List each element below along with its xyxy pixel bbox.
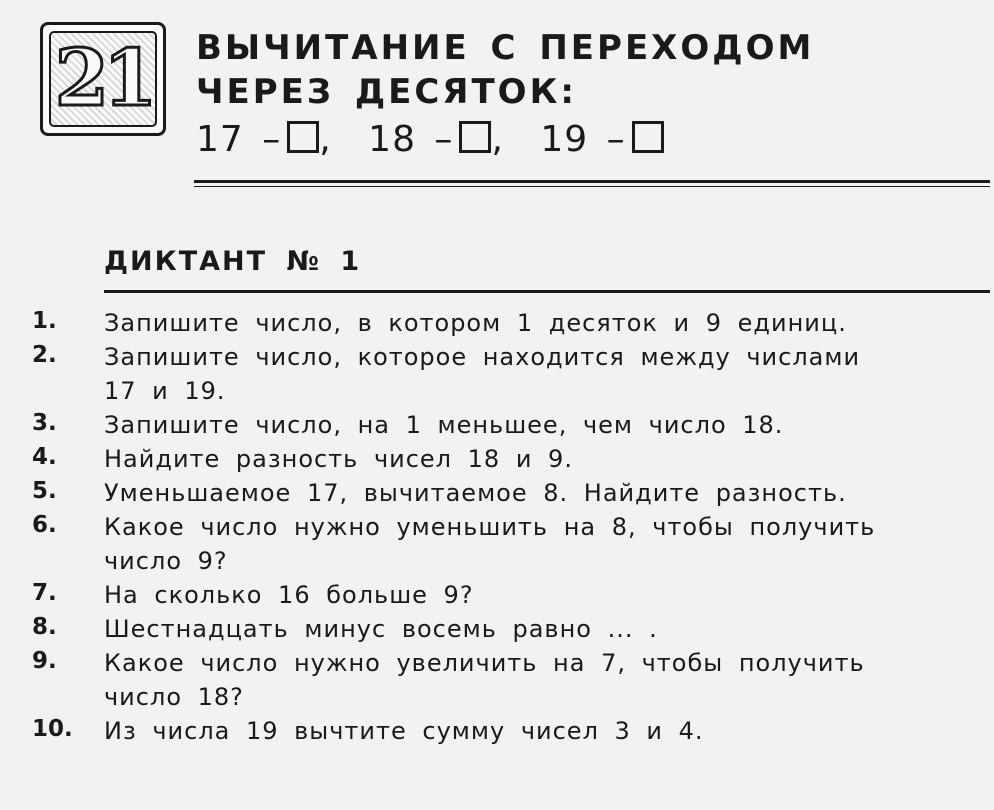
lesson-number-badge (40, 22, 166, 136)
lesson-title (196, 26, 814, 162)
formula-item: 19 – (540, 118, 663, 162)
title-line-1: ВЫЧИТАНИЕ С ПЕРЕХОДОМ (196, 28, 815, 68)
question-number: 5. (32, 478, 57, 504)
question-item (0, 612, 994, 646)
question-item (0, 340, 994, 408)
question-item (0, 442, 994, 476)
question-item (0, 646, 994, 714)
question-text: Найдите разность чисел 18 и 9. (104, 445, 573, 473)
question-item (0, 408, 994, 442)
header-divider-thin (194, 186, 990, 187)
question-number: 1. (32, 308, 57, 334)
question-number: 3. (32, 410, 57, 436)
question-number: 2. (32, 342, 57, 368)
dictation-divider (104, 290, 990, 293)
dictation-title: ДИКТАНТ № 1 (104, 246, 362, 277)
question-item (0, 714, 994, 748)
question-text: Запишите число, в котором 1 десяток и 9 единиц. (104, 309, 847, 337)
formula-item: 18 – , (368, 119, 504, 160)
question-text: Из числа 19 вычтите сумму чисел 3 и 4. (104, 717, 704, 745)
question-text: Какое число нужно увеличить на 7, чтобы получить число 18? (104, 649, 865, 711)
header-divider (194, 180, 990, 183)
title-line-2: ЧЕРЕЗ ДЕСЯТОК: (196, 72, 577, 112)
empty-box-icon (287, 121, 319, 153)
question-number: 10. (32, 716, 73, 742)
question-list (0, 306, 994, 748)
question-item (0, 578, 994, 612)
question-number: 6. (32, 512, 57, 538)
question-item (0, 476, 994, 510)
formula-item: 17 – , (196, 119, 332, 160)
lesson-number: 21 (54, 33, 152, 124)
question-item (0, 306, 994, 340)
question-text: Запишите число, которое находится между числами 17 и 19. (104, 343, 861, 405)
question-number: 8. (32, 614, 57, 640)
question-item (0, 510, 994, 578)
question-text: Уменьшаемое 17, вычитаемое 8. Найдите разность. (104, 479, 847, 507)
question-text: Шестнадцать минус восемь равно ... . (104, 615, 658, 643)
question-text: Запишите число, на 1 меньшее, чем число 18. (104, 411, 784, 439)
question-number: 4. (32, 444, 57, 470)
question-text: Какое число нужно уменьшить на 8, чтобы получить число 9? (104, 513, 876, 575)
question-number: 9. (32, 648, 57, 674)
subtraction-formula (196, 118, 814, 162)
empty-box-icon (459, 121, 491, 153)
question-number: 7. (32, 580, 57, 606)
question-text: На сколько 16 больше 9? (104, 581, 474, 609)
empty-box-icon (632, 121, 664, 153)
